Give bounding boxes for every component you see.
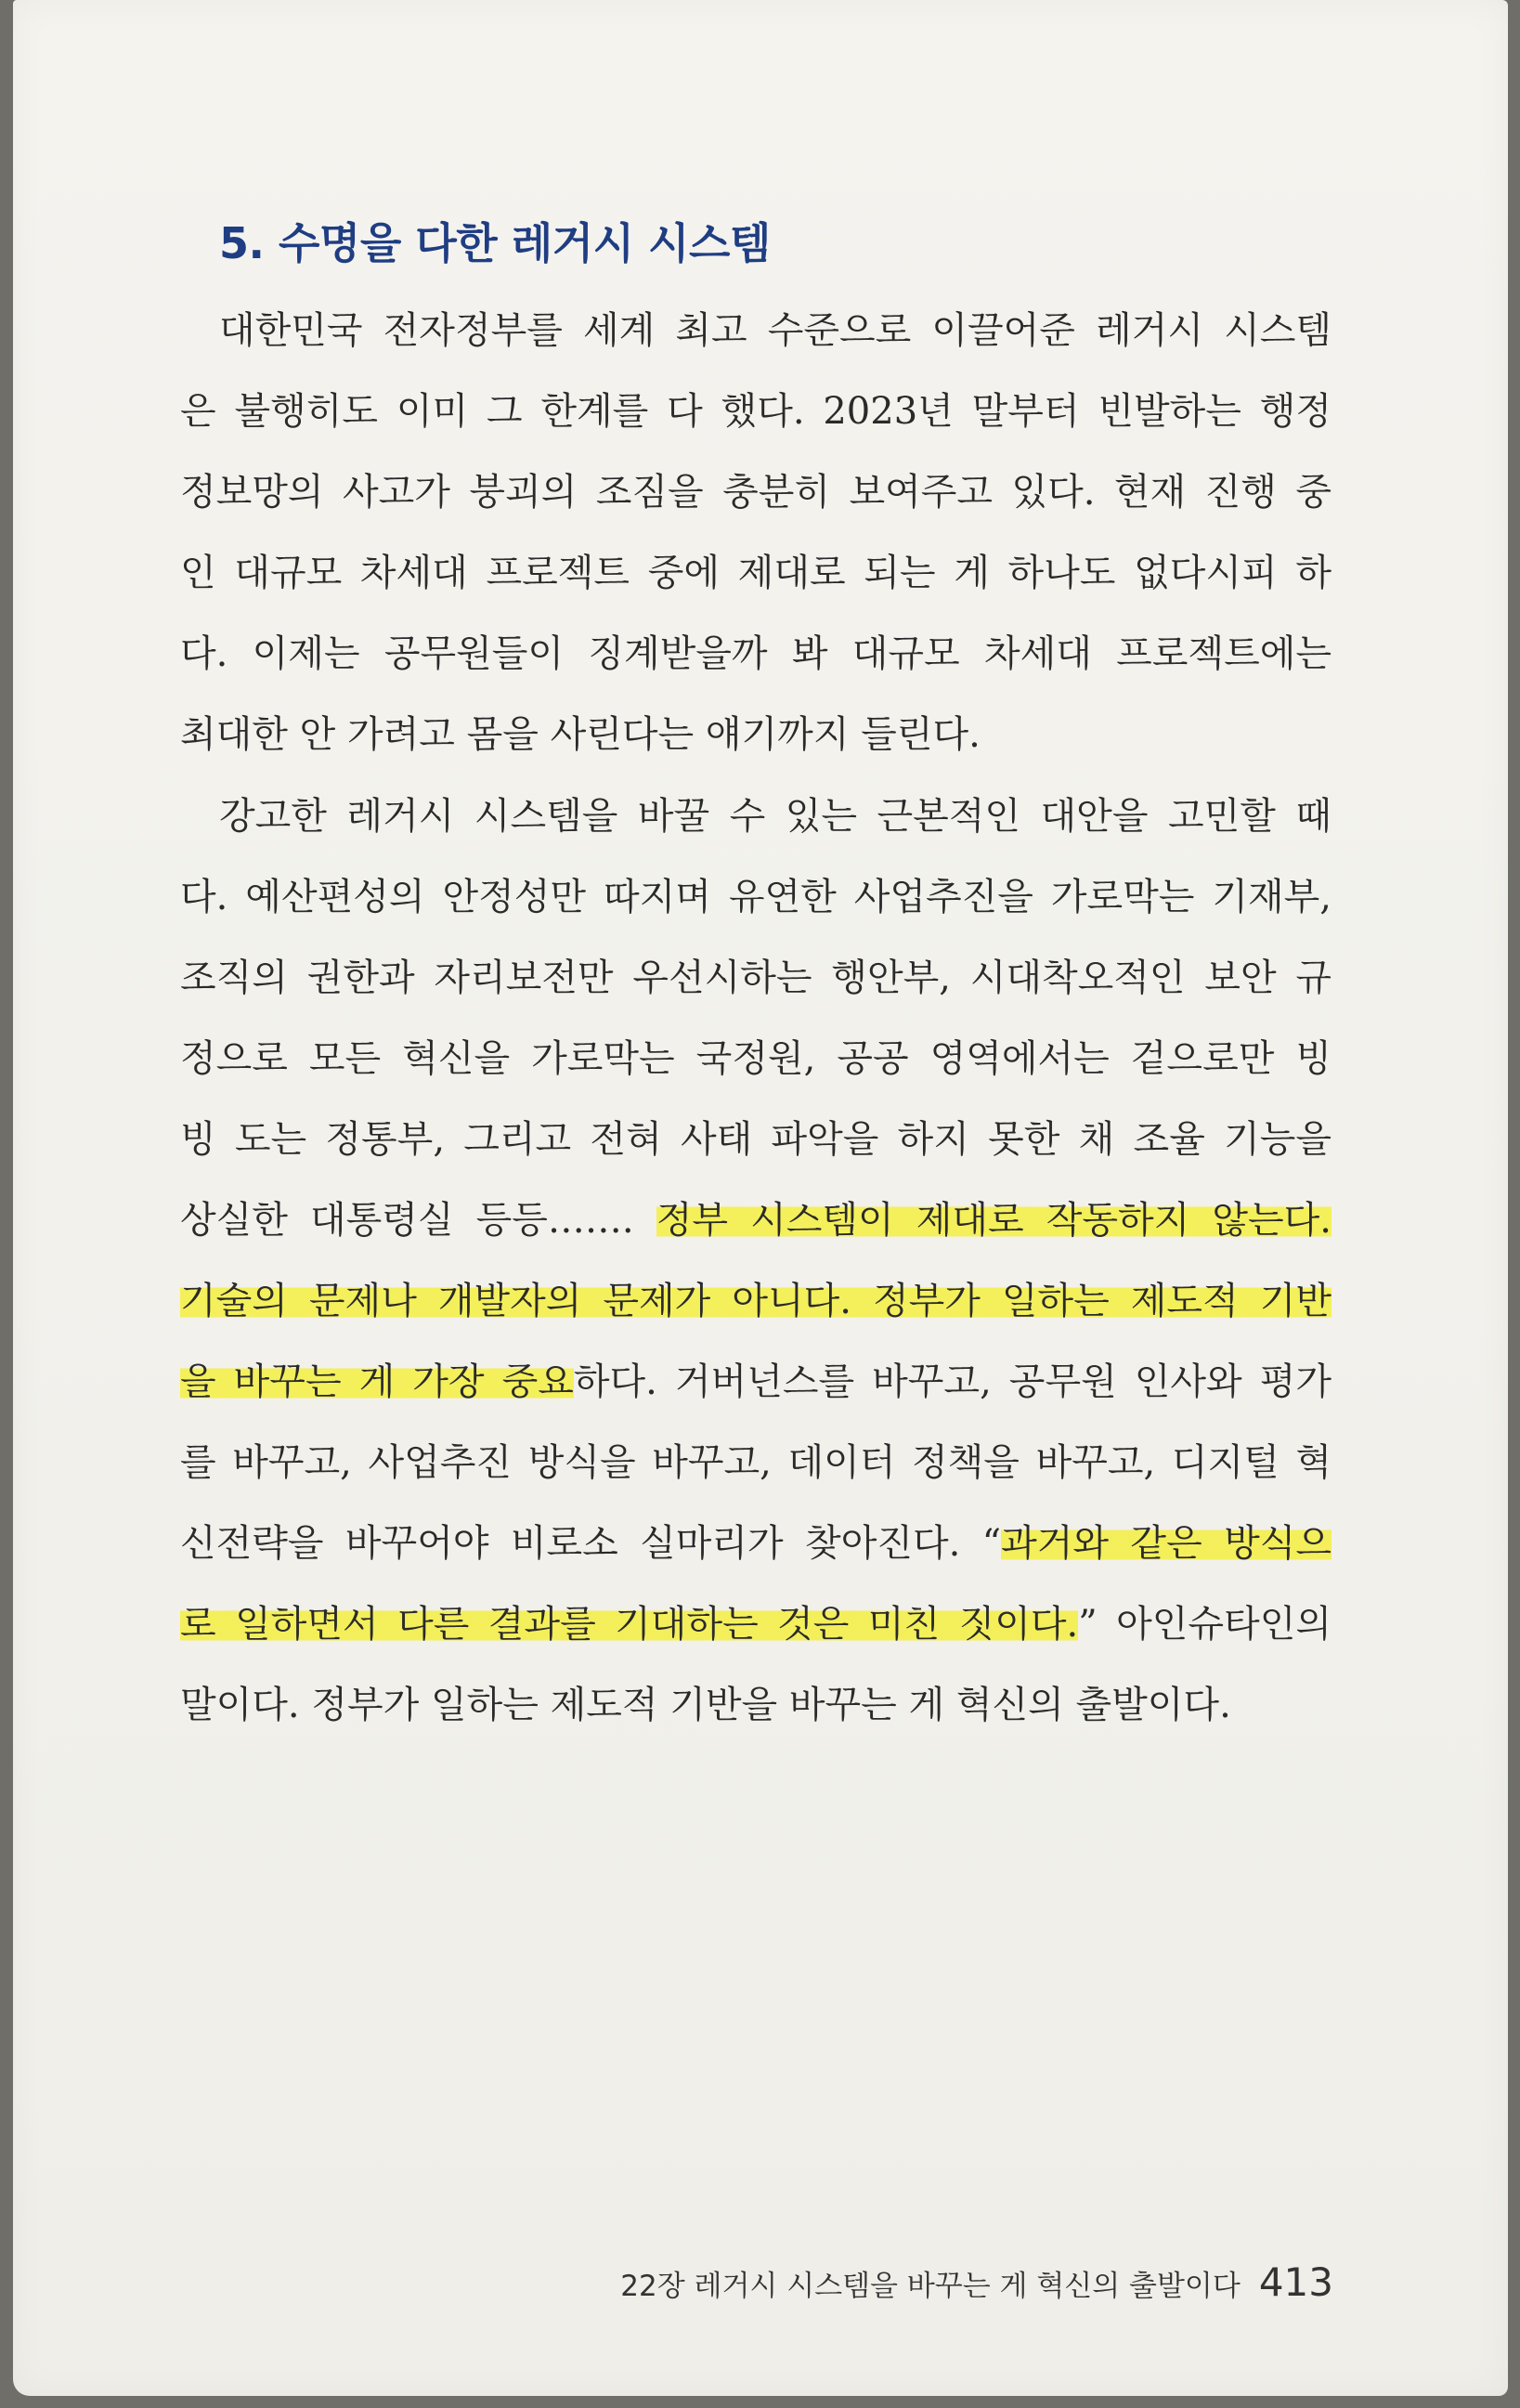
text-segment: 빙 도는 정통부, 그리고 전혀 사태 파악을 하지 못한 채 조율 기능을 xyxy=(180,1118,1332,1161)
text-segment: 은 불행히도 이미 그 한계를 다 했다. 2023년 말부터 빈발하는 행정 xyxy=(180,390,1332,433)
text-segment: ” 아인슈타인의 xyxy=(1078,1603,1332,1646)
text-line xyxy=(219,303,1332,358)
text-line xyxy=(180,1273,1332,1329)
section-heading: 5. 수명을 다한 레거시 시스템 xyxy=(219,218,771,268)
text-segment: 말이다. 정부가 일하는 제도적 기반을 바꾸는 게 혁신의 출발이다. xyxy=(180,1684,1231,1726)
text-line xyxy=(180,1435,1332,1490)
highlighted-text: 정부 시스템이 제대로 작동하지 않는다. xyxy=(656,1199,1332,1242)
highlighted-text: 기술의 문제나 개발자의 문제가 아니다. 정부가 일하는 제도적 기반 xyxy=(180,1280,1332,1322)
text-segment: 대한민국 전자정부를 세계 최고 수준으로 이끌어준 레거시 시스템 xyxy=(219,309,1332,352)
text-line xyxy=(180,1031,1332,1087)
text-line xyxy=(180,1354,1332,1410)
text-line xyxy=(180,384,1332,439)
text-line xyxy=(180,869,1332,925)
text-segment: 강고한 레거시 시스템을 바꿀 수 있는 근본적인 대안을 고민할 때 xyxy=(219,795,1332,838)
page-number: 413 xyxy=(1258,2259,1333,2305)
text-segment: 를 바꾸고, 사업추진 방식을 바꾸고, 데이터 정책을 바꾸고, 디지털 혁 xyxy=(180,1441,1332,1484)
text-line xyxy=(180,626,1332,682)
text-line xyxy=(180,1112,1332,1167)
highlighted-text: 을 바꾸는 게 가장 중요 xyxy=(180,1360,574,1403)
text-line xyxy=(180,545,1332,601)
text-segment: 조직의 권한과 자리보전만 우선시하는 행안부, 시대착오적인 보안 규 xyxy=(180,957,1332,999)
text-segment: 다. 이제는 공무원들이 징계받을까 봐 대규모 차세대 프로젝트에는 xyxy=(180,632,1332,675)
text-segment: 상실한 대통령실 등등……. xyxy=(180,1199,656,1242)
text-line xyxy=(180,950,1332,1006)
text-segment: 하다. 거버넌스를 바꾸고, 공무원 인사와 평가 xyxy=(573,1360,1332,1403)
text-segment: 신전략을 바꾸어야 비로소 실마리가 찾아진다. “ xyxy=(180,1522,1002,1565)
text-segment: 인 대규모 차세대 프로젝트 중에 제대로 되는 게 하나도 없다시피 하 xyxy=(180,552,1332,594)
text-line xyxy=(180,707,1332,762)
text-segment: 정으로 모든 혁신을 가로막는 국정원, 공공 영역에서는 겉으로만 빙 xyxy=(180,1037,1332,1080)
highlighted-text: 로 일하면서 다른 결과를 기대하는 것은 미친 짓이다. xyxy=(180,1603,1079,1646)
chapter-title: 22장 레거시 시스템을 바꾸는 게 혁신의 출발이다 xyxy=(620,2270,1241,2303)
text-line xyxy=(219,788,1332,844)
text-line xyxy=(180,1516,1332,1571)
text-segment: 정보망의 사고가 붕괴의 조짐을 충분히 보여주고 있다. 현재 진행 중 xyxy=(180,471,1332,514)
text-line xyxy=(180,1677,1332,1733)
text-segment: 최대한 안 가려고 몸을 사린다는 얘기까지 들린다. xyxy=(180,713,981,756)
text-segment: 다. 예산편성의 안정성만 따지며 유연한 사업추진을 가로막는 기재부, xyxy=(180,876,1332,918)
text-line xyxy=(180,1596,1332,1652)
book-page xyxy=(13,0,1508,2396)
text-line xyxy=(180,464,1332,520)
text-line xyxy=(180,1192,1332,1248)
running-footer xyxy=(576,2255,1333,2310)
highlighted-text: 과거와 같은 방식으 xyxy=(1001,1522,1332,1565)
